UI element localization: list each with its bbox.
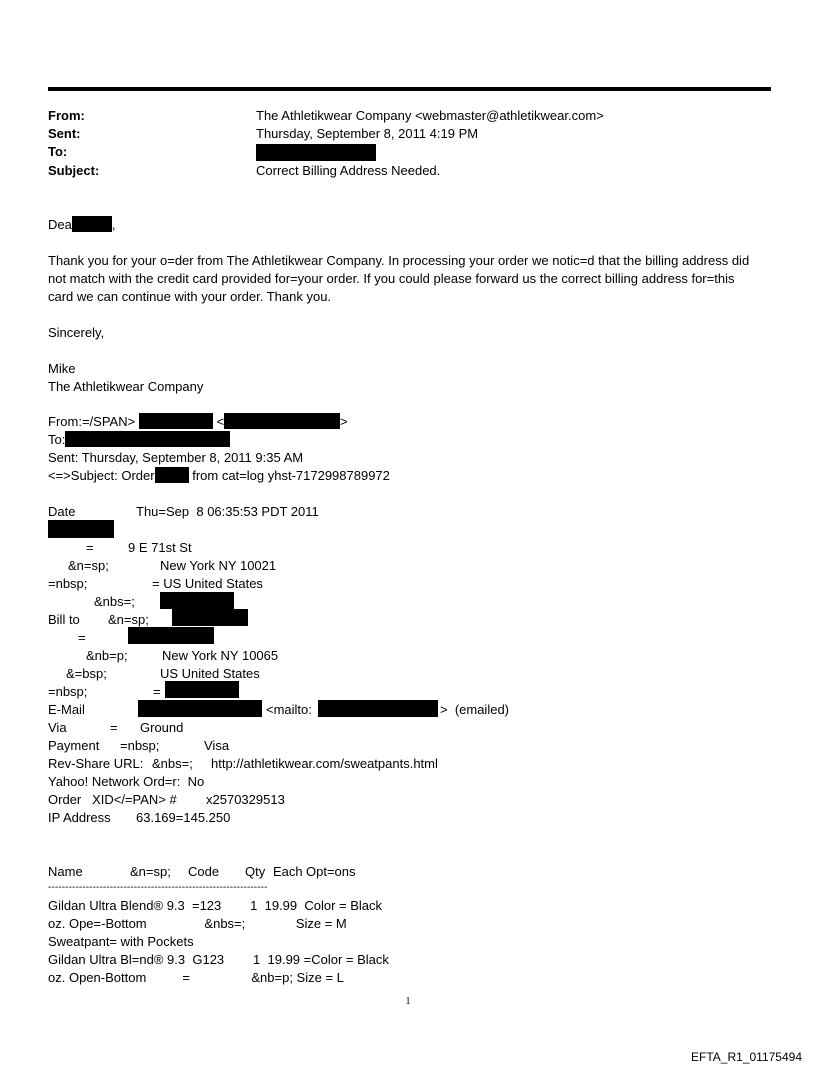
redacted-order-number	[155, 467, 189, 483]
fwd-subject-suffix: from cat=log yhst-7172998789972	[192, 468, 390, 483]
bill-nsp: &n=sp;	[108, 612, 149, 627]
payment-value: Visa	[204, 738, 230, 753]
bill-country: US United States	[160, 666, 260, 681]
items-divider: ----------------------------------------------------------------	[48, 882, 268, 893]
subject-label: Subject:	[48, 163, 100, 178]
fwd-subject-prefix: <=>Subject: Order	[48, 468, 155, 483]
redacted-email-name	[138, 700, 262, 717]
fwd-sent: Sent: Thursday, September 8, 2011 9:35 AM	[48, 450, 304, 465]
subject-value: Correct Billing Address Needed.	[256, 163, 441, 178]
via-value: Ground	[140, 720, 184, 735]
greeting	[48, 216, 115, 234]
via-eq: =	[110, 720, 118, 735]
redacted-ship-name	[48, 520, 114, 538]
sent-value: Thursday, September 8, 2011 4:19 PM	[256, 126, 479, 141]
ship-eq: =	[86, 540, 94, 555]
items-col-options: Opt=ons	[306, 864, 356, 879]
date-label: Date	[48, 504, 76, 519]
bill-label: Bill to	[48, 612, 80, 627]
ship-city: New York NY 10021	[160, 558, 277, 573]
from-label: From:	[48, 108, 85, 123]
signer: Mike	[48, 361, 76, 376]
items-col-code: Code	[188, 864, 220, 879]
email-mailto: <mailto:	[266, 702, 312, 717]
ship-nbsp: =nbsp;	[48, 576, 88, 591]
items-col-each: Each	[273, 864, 303, 879]
redacted-email-address	[318, 700, 438, 717]
fwd-subject-line	[48, 467, 390, 485]
redacted-recipient	[256, 144, 376, 161]
items-col-nsp: &n=sp;	[130, 864, 171, 879]
revshare-nbs: &nbs=;	[152, 756, 193, 771]
fwd-from: From:=/SPAN>	[48, 414, 136, 429]
item-line: oz. Open-Bottom = &nb=p; Size = L	[48, 970, 344, 985]
sent-label: Sent:	[48, 126, 81, 141]
redacted-fwd-recipient	[65, 431, 230, 447]
via-label: Via	[48, 720, 67, 735]
items-col-name: Name	[48, 864, 83, 879]
redacted-sender-name	[139, 413, 213, 429]
item-line: oz. Ope=-Bottom &nbs=; Size = M	[48, 916, 347, 931]
signer-company: The Athletikwear Company	[48, 379, 204, 394]
items-col-qty: Qty	[245, 864, 266, 879]
ip-value: 63.169=145.250	[136, 810, 231, 825]
bill-nbsp: =nbsp;	[48, 684, 88, 699]
date-value: Thu=Sep 8 06:35:53 PDT 2011	[136, 504, 319, 519]
page-number: 1	[405, 996, 411, 1007]
fwd-to: To:	[48, 432, 66, 447]
redacted-bill-name	[172, 609, 248, 626]
redacted-ship-phone	[160, 592, 234, 609]
payment-label: Payment	[48, 738, 100, 753]
fwd-to-line	[48, 431, 230, 449]
fwd-from-lt: <	[216, 414, 225, 429]
redacted-sender-email	[224, 413, 340, 429]
redacted-bill-phone	[165, 681, 239, 698]
redacted-name	[72, 216, 112, 232]
bill-nbp: &nb=p;	[86, 648, 128, 663]
bill-eq2: =	[153, 684, 161, 699]
item-line: Gildan Ultra Blend® 9.3 =123 1 19.99 Color = Black	[48, 898, 383, 913]
revshare-label: Rev-Share URL:	[48, 756, 144, 771]
bill-eq: =	[78, 630, 86, 645]
email-label: E-Mail	[48, 702, 85, 717]
xid-value: x2570329513	[206, 792, 285, 807]
bill-bsp: &=bsp;	[66, 666, 107, 681]
xid-label: Order XID</=PAN> #	[48, 792, 177, 807]
ship-nbs: &nbs=;	[94, 594, 135, 609]
ip-label: IP Address	[48, 810, 111, 825]
ship-country: = US United States	[152, 576, 263, 591]
to-label: To:	[48, 144, 68, 159]
fwd-from-line	[48, 413, 348, 431]
fwd-from-gt: >	[340, 414, 348, 429]
closing: Sincerely,	[48, 325, 105, 340]
from-value: The Athletikwear Company <webmaster@athletikwear.com>	[256, 108, 604, 123]
greeting-prefix: Dea	[48, 217, 72, 232]
item-line: Sweatpant= with Pockets	[48, 934, 194, 949]
document-id: EFTA_R1_01175494	[691, 1050, 802, 1064]
header-rule	[48, 87, 771, 91]
redacted-bill-street	[128, 627, 214, 644]
payment-nbsp: =nbsp;	[120, 738, 160, 753]
item-line: Gildan Ultra Bl=nd® 9.3 G123 1 19.99 =Color = Black	[48, 952, 389, 967]
revshare-value: http://athletikwear.com/sweatpants.html	[211, 756, 438, 771]
greeting-suffix: ,	[111, 217, 116, 232]
email-suffix: > (emailed)	[440, 702, 509, 717]
yahoo-line: Yahoo! Network Ord=r: No	[48, 774, 205, 789]
body-paragraph: Thank you for your o=der from The Athletikwear Company. In processing your order we notic=d that the billing address did not match with the credit card provided for=your order. If you could please forward us the correct billing address for=this card we can continue with your order. Thank you.	[48, 253, 750, 304]
ship-nsp: &n=sp;	[68, 558, 109, 573]
bill-city: New York NY 10065	[162, 648, 279, 663]
ship-street: 9 E 71st St	[128, 540, 192, 555]
